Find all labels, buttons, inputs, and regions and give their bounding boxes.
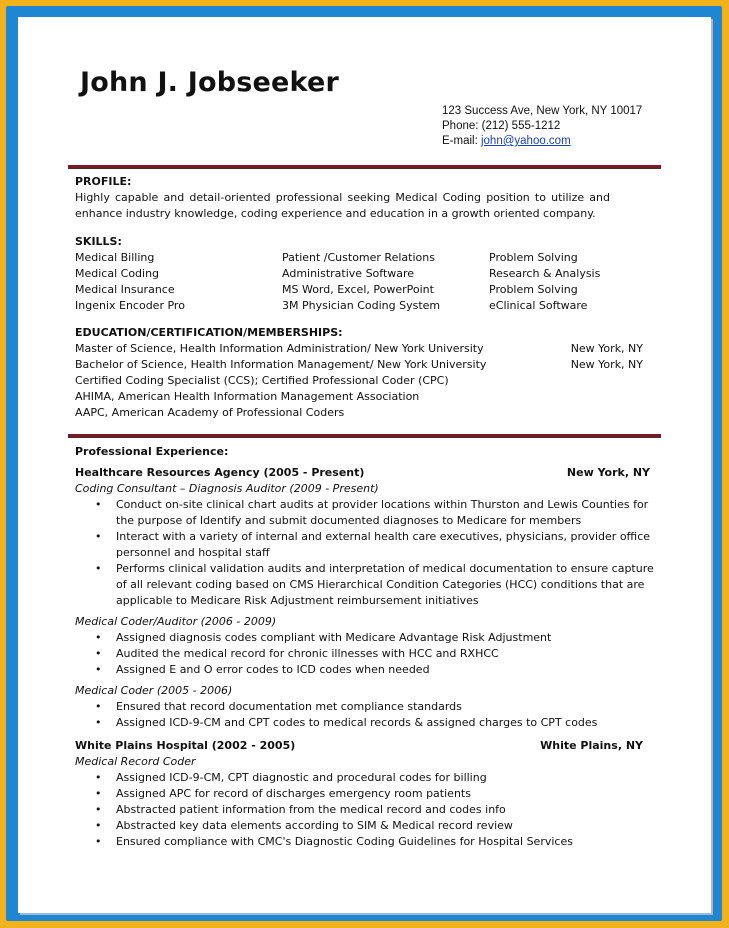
job-header: [75, 465, 650, 481]
list-item: • Assigned ICD-9-CM and CPT codes to medical records & assigned charges to CPT codes: [116, 715, 655, 731]
list-item: • Abstracted key data elements according to SIM & Medical record review: [116, 818, 655, 834]
skill-item: Patient /Customer Relations: [282, 251, 435, 264]
skills-col-3: [489, 250, 696, 314]
experience-heading: Professional Experience:: [75, 445, 229, 458]
job-location: White Plains, NY: [540, 739, 643, 752]
list-item: • Abstracted patient information from the medical record and codes info: [116, 802, 655, 818]
skills-col-2: [282, 250, 489, 314]
role-title: Medical Coder (2005 - 2006): [75, 684, 233, 697]
job-location: New York, NY: [566, 466, 650, 479]
email-line: [442, 134, 642, 149]
profile-heading: PROFILE:: [75, 175, 132, 188]
skill-item: Problem Solving: [489, 283, 578, 296]
header-divider: [68, 165, 661, 169]
skill-item: Research & Analysis: [489, 267, 601, 280]
education-item: Bachelor of Science, Health Information Management/ New York University New York, NY: [75, 358, 643, 371]
profile-section: [75, 174, 610, 222]
skill-item: Medical Insurance: [75, 283, 175, 296]
employer: White Plains Hospital (2002 - 2005): [75, 739, 296, 752]
skill-item: Medical Coding: [75, 267, 160, 280]
skill-item: Administrative Software: [282, 267, 415, 280]
email-label: E-mail:: [442, 135, 481, 147]
list-item: • Ensured that record documentation met compliance standards: [116, 699, 655, 715]
skill-item: Ingenix Encoder Pro: [75, 299, 185, 312]
education-heading: EDUCATION/CERTIFICATION/MEMBERSHIPS:: [75, 326, 343, 339]
education-item: AAPC, American Academy of Professional Coders: [75, 406, 345, 419]
list-item: • Ensured compliance with CMC's Diagnostic Coding Guidelines for Hospital Services: [116, 834, 655, 850]
role-title: Medical Coder/Auditor (2006 - 2009): [75, 615, 277, 628]
education-item: Certified Coding Specialist (CCS); Certified Professional Coder (CPC): [75, 374, 449, 387]
contact-block: [442, 104, 642, 149]
education-section: [75, 325, 643, 421]
experience-divider: [68, 434, 661, 438]
list-item: • Assigned APC for record of discharges emergency room patients: [116, 786, 655, 802]
list-item: • Assigned diagnosis codes compliant with Medicare Advantage Risk Adjustment: [116, 630, 655, 646]
bullet-list: [75, 630, 655, 678]
list-item: • Audited the medical record for chronic illnesses with HCC and RXHCC: [116, 646, 655, 662]
bullet-list: [75, 770, 655, 850]
skills-section: [75, 234, 696, 314]
education-location: New York, NY: [570, 358, 643, 371]
resume-page: [18, 17, 711, 913]
skill-item: Medical Billing: [75, 251, 155, 264]
role-title: Coding Consultant – Diagnosis Auditor (2009 - Present): [75, 482, 379, 495]
list-item: • Conduct on-site clinical chart audits at provider locations within Thurston and Lewis Counties for the purpose of Identify and submit documented diagnoses to Medicare for members: [116, 497, 655, 529]
skill-item: MS Word, Excel, PowerPoint: [282, 283, 434, 296]
education-item: Master of Science, Health Information Administration/ New York University New York, NY: [75, 342, 643, 355]
email-link[interactable]: john@yahoo.com: [480, 135, 571, 147]
skill-item: Problem Solving: [489, 251, 578, 264]
skills-col-1: [75, 250, 282, 314]
employer: Healthcare Resources Agency (2005 - Present): [75, 466, 365, 479]
phone: Phone: (212) 555-1212: [442, 120, 561, 132]
address: 123 Success Ave, New York, NY 10017: [442, 105, 643, 117]
skills-heading: SKILLS:: [75, 235, 122, 248]
bullet-list: [75, 699, 655, 731]
skills-columns: [75, 250, 696, 314]
profile-text: Highly capable and detail-oriented professional seeking Medical Coding position to utilize and enhance industry knowledge, coding experience and education in a growth oriented company.: [75, 191, 610, 220]
list-item: • Assigned ICD-9-CM, CPT diagnostic and procedural codes for billing: [116, 770, 655, 786]
skill-item: eClinical Software: [489, 299, 588, 312]
list-item: • Interact with a variety of internal and external health care executives, physicians, provider office personnel and hospital staff: [116, 529, 655, 561]
candidate-name: John J. Jobseeker: [80, 67, 340, 98]
job-header: [75, 738, 643, 754]
education-location: New York, NY: [570, 342, 643, 355]
bullet-list: [75, 497, 655, 609]
skill-item: 3M Physician Coding System: [282, 299, 441, 312]
list-item: • Assigned E and O error codes to ICD codes when needed: [116, 662, 655, 678]
education-item: AHIMA, American Health Information Management Association: [75, 390, 420, 403]
list-item: • Performs clinical validation audits and interpretation of medical documentation to ensure capture of all relevant coding based on CMS Hierarchical Condition Categories (HCC) conditions that are applicable to Medicare Risk Adjustment reimbursement initiatives: [116, 561, 655, 609]
role-title: Medical Record Coder: [75, 755, 196, 768]
experience-section: [75, 444, 655, 850]
